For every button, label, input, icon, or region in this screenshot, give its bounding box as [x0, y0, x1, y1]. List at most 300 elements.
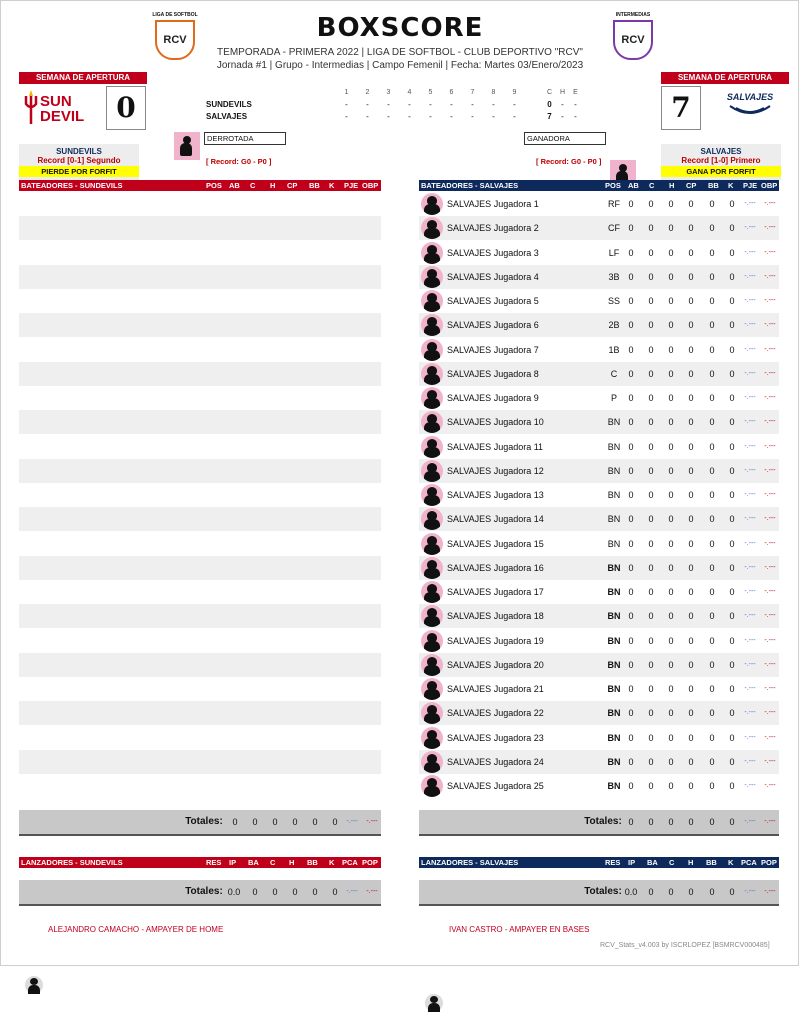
stat-cp: 0 — [688, 369, 694, 379]
stat-h: 0 — [668, 466, 674, 476]
stat-ab: 0 — [628, 587, 634, 597]
player-avatar-icon — [421, 314, 443, 336]
player-name: SALVAJES Jugadora 19 — [447, 636, 544, 646]
table-row — [19, 774, 381, 798]
player-avatar-icon — [421, 411, 443, 433]
page-title: BOXSCORE — [316, 13, 484, 43]
table-row — [19, 629, 381, 653]
player-name: SALVAJES Jugadora 22 — [447, 708, 544, 718]
player-avatar-icon — [421, 363, 443, 385]
stat-h: 0 — [668, 757, 674, 767]
home-pitching-totals: Totales: 0.0 0 0 0 0 0 -.--- -.--- — [19, 880, 381, 906]
stat-cp: 0 — [688, 417, 694, 427]
table-row — [419, 386, 779, 410]
table-row — [19, 483, 381, 507]
group-logo-caption: INTERMEDIAS — [615, 12, 651, 18]
stat-k: 0 — [729, 539, 735, 549]
table-row — [19, 338, 381, 362]
player-name: SALVAJES Jugadora 1 — [447, 199, 539, 209]
stat-bb: 0 — [709, 539, 715, 549]
stat-pos: BN — [607, 514, 621, 524]
stat-k: 0 — [729, 223, 735, 233]
stat-ab: 0 — [628, 296, 634, 306]
stat-cp: 0 — [688, 345, 694, 355]
player-avatar-icon — [421, 242, 443, 264]
table-row — [419, 435, 779, 459]
stat-h: 0 — [668, 199, 674, 209]
player-avatar-icon — [421, 678, 443, 700]
stat-cp: 0 — [688, 684, 694, 694]
stat-pje: -.--- — [744, 346, 756, 353]
stat-ab: 0 — [628, 393, 634, 403]
stat-ab: 0 — [628, 369, 634, 379]
stat-h: 0 — [668, 563, 674, 573]
stat-ab: 0 — [628, 563, 634, 573]
stat-c: 0 — [648, 611, 654, 621]
stat-cp: 0 — [688, 733, 694, 743]
stat-pos: 3B — [608, 272, 620, 282]
stat-pos: BN — [607, 611, 621, 621]
stat-pje: -.--- — [744, 467, 756, 474]
stat-pos: 2B — [608, 320, 620, 330]
stat-h: 0 — [668, 442, 674, 452]
stat-pje: -.--- — [744, 758, 756, 765]
stat-cp: 0 — [688, 757, 694, 767]
stat-h: 0 — [668, 781, 674, 791]
table-row — [19, 507, 381, 531]
away-record-small: [ Record: G0 - P0 ] — [536, 157, 602, 166]
stat-pje: -.--- — [744, 564, 756, 571]
stat-bb: 0 — [709, 393, 715, 403]
player-avatar-icon — [421, 581, 443, 603]
stat-k: 0 — [729, 272, 735, 282]
table-row — [419, 750, 779, 774]
table-row — [419, 701, 779, 725]
table-row — [419, 726, 779, 750]
stat-bb: 0 — [709, 490, 715, 500]
umpire-bases: IVAN CASTRO - AMPAYER EN BASES — [449, 925, 590, 934]
stat-obp: -.--- — [764, 443, 776, 450]
stat-pje: -.--- — [744, 709, 756, 716]
away-pitching-totals: Totales: 0.0 0 0 0 0 0 -.--- -.--- — [419, 880, 779, 906]
table-row — [19, 289, 381, 313]
stat-h: 0 — [668, 320, 674, 330]
stat-pje: -.--- — [744, 661, 756, 668]
table-row — [419, 653, 779, 677]
linescore-row-home: SUNDEVILS - - - - - - - - - 0 - - — [206, 99, 577, 109]
stat-c: 0 — [648, 272, 654, 282]
stat-pje: -.--- — [744, 273, 756, 280]
stat-k: 0 — [729, 466, 735, 476]
stat-c: 0 — [648, 393, 654, 403]
player-avatar-icon — [421, 654, 443, 676]
stat-cp: 0 — [688, 587, 694, 597]
stat-h: 0 — [668, 636, 674, 646]
stat-bb: 0 — [709, 417, 715, 427]
player-name: SALVAJES Jugadora 3 — [447, 248, 539, 258]
table-row — [19, 580, 381, 604]
table-row — [419, 483, 779, 507]
stat-c: 0 — [648, 345, 654, 355]
stat-obp: -.--- — [764, 467, 776, 474]
table-row — [419, 532, 779, 556]
stat-h: 0 — [668, 345, 674, 355]
table-row — [19, 435, 381, 459]
stat-c: 0 — [648, 466, 654, 476]
stat-k: 0 — [729, 684, 735, 694]
stat-k: 0 — [729, 636, 735, 646]
stat-pos: LF — [608, 248, 620, 258]
stat-c: 0 — [648, 490, 654, 500]
player-avatar-icon — [421, 266, 443, 288]
player-avatar-icon — [421, 436, 443, 458]
stat-ab: 0 — [628, 733, 634, 743]
table-row — [419, 265, 779, 289]
stat-pos: C — [610, 369, 618, 379]
stat-bb: 0 — [709, 369, 715, 379]
stat-cp: 0 — [688, 490, 694, 500]
stat-pje: -.--- — [744, 540, 756, 547]
home-batting-header: BATEADORES - SUNDEVILS POS AB C H CP BB K PJE OBP — [19, 180, 381, 191]
stat-c: 0 — [648, 442, 654, 452]
stat-obp: -.--- — [764, 782, 776, 789]
stat-k: 0 — [729, 781, 735, 791]
stat-pos: BN — [607, 563, 621, 573]
stat-pos: 1B — [608, 345, 620, 355]
away-pitching-header: LANZADORES - SALVAJES RES IP BA C H BB K PCA POP — [419, 857, 779, 868]
away-score: 7 — [661, 86, 701, 130]
stat-pos: BN — [607, 733, 621, 743]
stat-pos: BN — [607, 490, 621, 500]
league-logo-caption: LIGA DE SOFTBOL — [152, 12, 198, 18]
stat-c: 0 — [648, 587, 654, 597]
away-status: GANADORA — [524, 132, 606, 145]
stat-pos: BN — [607, 442, 621, 452]
stat-obp: -.--- — [764, 249, 776, 256]
stat-pos: P — [610, 393, 617, 403]
player-avatar-icon — [421, 727, 443, 749]
stat-ab: 0 — [628, 757, 634, 767]
table-row — [419, 362, 779, 386]
away-info: SALVAJES Record [1-0] Primero GANA POR FORFIT — [661, 144, 781, 180]
stat-pos: BN — [607, 587, 621, 597]
away-week-label: SEMANA DE APERTURA — [661, 72, 789, 84]
table-row — [19, 241, 381, 265]
stat-h: 0 — [668, 417, 674, 427]
stat-h: 0 — [668, 272, 674, 282]
stat-h: 0 — [668, 248, 674, 258]
player-avatar-icon — [421, 775, 443, 797]
table-row — [19, 726, 381, 750]
linescore-table: 1 2 3 4 5 6 7 8 9 C H E SUNDEVILS - - - - - - - - - 0 - - SALVAJES - - - - - - - - - 7 - - — [206, 86, 582, 122]
stat-obp: -.--- — [764, 418, 776, 425]
umpire-icon — [25, 976, 43, 994]
player-avatar-icon — [421, 605, 443, 627]
player-avatar-icon — [421, 339, 443, 361]
stat-obp: -.--- — [764, 540, 776, 547]
rcv-shield-icon: RCV — [155, 20, 195, 60]
stat-ab: 0 — [628, 514, 634, 524]
stat-bb: 0 — [709, 223, 715, 233]
stat-obp: -.--- — [764, 491, 776, 498]
player-avatar-icon — [421, 217, 443, 239]
stat-bb: 0 — [709, 660, 715, 670]
table-row — [19, 313, 381, 337]
table-row — [19, 192, 381, 216]
table-row — [19, 265, 381, 289]
table-row — [19, 216, 381, 240]
stat-obp: -.--- — [764, 297, 776, 304]
stat-bb: 0 — [709, 563, 715, 573]
stat-k: 0 — [729, 248, 735, 258]
stat-pos: BN — [607, 417, 621, 427]
stat-ab: 0 — [628, 345, 634, 355]
stat-c: 0 — [648, 733, 654, 743]
stat-c: 0 — [648, 248, 654, 258]
stat-k: 0 — [729, 345, 735, 355]
stat-h: 0 — [668, 490, 674, 500]
stat-c: 0 — [648, 369, 654, 379]
player-avatar-icon — [421, 508, 443, 530]
stat-bb: 0 — [709, 611, 715, 621]
stat-k: 0 — [729, 490, 735, 500]
stat-h: 0 — [668, 369, 674, 379]
stat-pje: -.--- — [744, 321, 756, 328]
stat-k: 0 — [729, 757, 735, 767]
stat-cp: 0 — [688, 393, 694, 403]
stat-ab: 0 — [628, 223, 634, 233]
stat-ab: 0 — [628, 248, 634, 258]
table-row — [419, 241, 779, 265]
umpire-home: ALEJANDRO CAMACHO - AMPAYER DE HOME — [48, 925, 224, 934]
game-info-line: Jornada #1 | Grupo - Intermedias | Campo Femenil | Fecha: Martes 03/Enero/2023 — [216, 60, 584, 71]
table-row — [419, 629, 779, 653]
stat-bb: 0 — [709, 296, 715, 306]
table-row — [19, 410, 381, 434]
home-pitching-header: LANZADORES - SUNDEVILS RES IP BA C H BB K PCA POP — [19, 857, 381, 868]
stat-c: 0 — [648, 563, 654, 573]
stat-obp: -.--- — [764, 515, 776, 522]
stat-h: 0 — [668, 296, 674, 306]
stat-k: 0 — [729, 708, 735, 718]
table-row — [19, 750, 381, 774]
player-name: SALVAJES Jugadora 7 — [447, 345, 539, 355]
stat-obp: -.--- — [764, 709, 776, 716]
player-avatar-icon — [421, 557, 443, 579]
player-avatar-icon — [421, 533, 443, 555]
stat-obp: -.--- — [764, 200, 776, 207]
stat-obp: -.--- — [764, 637, 776, 644]
stat-ab: 0 — [628, 272, 634, 282]
stat-ab: 0 — [628, 708, 634, 718]
linescore-row-away: SALVAJES - - - - - - - - - 7 - - — [206, 111, 577, 121]
table-row — [19, 701, 381, 725]
table-row — [419, 604, 779, 628]
home-score: 0 — [106, 86, 146, 130]
player-name: SALVAJES Jugadora 4 — [447, 272, 539, 282]
player-name: SALVAJES Jugadora 21 — [447, 684, 544, 694]
player-name: SALVAJES Jugadora 8 — [447, 369, 539, 379]
stat-pos: SS — [607, 296, 620, 306]
player-avatar-icon — [421, 484, 443, 506]
stat-k: 0 — [729, 296, 735, 306]
stat-cp: 0 — [688, 781, 694, 791]
table-row — [19, 653, 381, 677]
player-name: SALVAJES Jugadora 18 — [447, 611, 544, 621]
league-logo-left — [150, 12, 200, 60]
stat-c: 0 — [648, 684, 654, 694]
table-row — [19, 362, 381, 386]
stat-cp: 0 — [688, 708, 694, 718]
stat-pje: -.--- — [744, 443, 756, 450]
player-name: SALVAJES Jugadora 15 — [447, 539, 544, 549]
table-row — [419, 459, 779, 483]
stat-h: 0 — [668, 611, 674, 621]
stat-pos: BN — [607, 757, 621, 767]
player-name: SALVAJES Jugadora 24 — [447, 757, 544, 767]
stat-obp: -.--- — [764, 758, 776, 765]
stat-h: 0 — [668, 660, 674, 670]
claw-icon — [722, 102, 778, 120]
stat-pje: -.--- — [744, 200, 756, 207]
stat-cp: 0 — [688, 296, 694, 306]
stat-obp: -.--- — [764, 346, 776, 353]
stat-k: 0 — [729, 442, 735, 452]
stat-c: 0 — [648, 417, 654, 427]
home-week-label: SEMANA DE APERTURA — [19, 72, 147, 84]
stat-cp: 0 — [688, 611, 694, 621]
stat-pje: -.--- — [744, 297, 756, 304]
table-row — [419, 556, 779, 580]
home-pitcher-icon — [174, 132, 200, 160]
table-row — [419, 216, 779, 240]
stat-bb: 0 — [709, 684, 715, 694]
stat-h: 0 — [668, 514, 674, 524]
stat-bb: 0 — [709, 345, 715, 355]
stat-pje: -.--- — [744, 515, 756, 522]
stat-k: 0 — [729, 611, 735, 621]
stat-ab: 0 — [628, 199, 634, 209]
table-row — [419, 313, 779, 337]
home-info: SUNDEVILS Record [0-1] Segundo PIERDE POR FORFIT — [19, 144, 139, 180]
table-row — [19, 604, 381, 628]
stat-ab: 0 — [628, 320, 634, 330]
player-avatar-icon — [421, 702, 443, 724]
table-row — [19, 532, 381, 556]
table-row — [419, 580, 779, 604]
stat-pje: -.--- — [744, 685, 756, 692]
player-name: SALVAJES Jugadora 23 — [447, 733, 544, 743]
stat-h: 0 — [668, 733, 674, 743]
player-name: SALVAJES Jugadora 20 — [447, 660, 544, 670]
player-avatar-icon — [421, 290, 443, 312]
stat-c: 0 — [648, 757, 654, 767]
stat-c: 0 — [648, 199, 654, 209]
player-name: SALVAJES Jugadora 17 — [447, 587, 544, 597]
player-avatar-icon — [421, 460, 443, 482]
stat-cp: 0 — [688, 660, 694, 670]
stat-pos: BN — [607, 708, 621, 718]
stat-pos: RF — [608, 199, 620, 209]
player-name: SALVAJES Jugadora 11 — [447, 442, 544, 452]
player-name: SALVAJES Jugadora 6 — [447, 320, 539, 330]
season-line: TEMPORADA - PRIMERA 2022 | LIGA DE SOFTBOL - CLUB DEPORTIVO "RCV" — [217, 47, 583, 58]
stat-k: 0 — [729, 369, 735, 379]
player-avatar-icon — [421, 387, 443, 409]
stat-obp: -.--- — [764, 588, 776, 595]
player-avatar-icon — [421, 193, 443, 215]
stat-cp: 0 — [688, 320, 694, 330]
salvajes-logo: SALVAJES — [722, 92, 778, 122]
stat-h: 0 — [668, 539, 674, 549]
stat-ab: 0 — [628, 611, 634, 621]
stat-h: 0 — [668, 684, 674, 694]
stat-pos: BN — [607, 466, 621, 476]
player-name: SALVAJES Jugadora 2 — [447, 223, 539, 233]
home-batting-totals: Totales: 0 0 0 0 0 0 -.--- -.--- — [19, 810, 381, 836]
stat-pje: -.--- — [744, 637, 756, 644]
stat-c: 0 — [648, 223, 654, 233]
stat-k: 0 — [729, 320, 735, 330]
stat-ab: 0 — [628, 442, 634, 452]
stat-obp: -.--- — [764, 370, 776, 377]
player-name: SALVAJES Jugadora 13 — [447, 490, 544, 500]
stat-ab: 0 — [628, 781, 634, 791]
stat-cp: 0 — [688, 442, 694, 452]
stat-bb: 0 — [709, 466, 715, 476]
stat-obp: -.--- — [764, 734, 776, 741]
stat-pos: BN — [607, 636, 621, 646]
stat-bb: 0 — [709, 442, 715, 452]
stat-pos: BN — [607, 684, 621, 694]
stat-cp: 0 — [688, 466, 694, 476]
stat-pos: CF — [608, 223, 620, 233]
stat-ab: 0 — [628, 417, 634, 427]
stat-k: 0 — [729, 393, 735, 403]
stat-obp: -.--- — [764, 661, 776, 668]
stat-bb: 0 — [709, 781, 715, 791]
table-row — [19, 459, 381, 483]
footer-version: RCV_Stats_v4.003 by ISCRLOPEZ [BSMRCV000485] — [600, 942, 770, 949]
table-row — [419, 410, 779, 434]
stat-pos: BN — [607, 781, 621, 791]
stat-pje: -.--- — [744, 370, 756, 377]
stat-obp: -.--- — [764, 321, 776, 328]
table-row — [419, 338, 779, 362]
stat-k: 0 — [729, 563, 735, 573]
table-row — [19, 386, 381, 410]
away-batting-header: BATEADORES - SALVAJES POS AB C H CP BB K PJE OBP — [421, 181, 778, 190]
table-row — [419, 192, 779, 216]
stat-bb: 0 — [709, 636, 715, 646]
table-row — [419, 774, 779, 798]
stat-ab: 0 — [628, 660, 634, 670]
stat-bb: 0 — [709, 320, 715, 330]
stat-cp: 0 — [688, 223, 694, 233]
group-logo-right — [608, 12, 658, 60]
stat-h: 0 — [668, 708, 674, 718]
stat-c: 0 — [648, 320, 654, 330]
stat-obp: -.--- — [764, 273, 776, 280]
stat-c: 0 — [648, 636, 654, 646]
stat-k: 0 — [729, 199, 735, 209]
stat-ab: 0 — [628, 636, 634, 646]
stat-k: 0 — [729, 587, 735, 597]
stat-cp: 0 — [688, 514, 694, 524]
stat-pje: -.--- — [744, 249, 756, 256]
table-row — [419, 507, 779, 531]
stat-pje: -.--- — [744, 224, 756, 231]
